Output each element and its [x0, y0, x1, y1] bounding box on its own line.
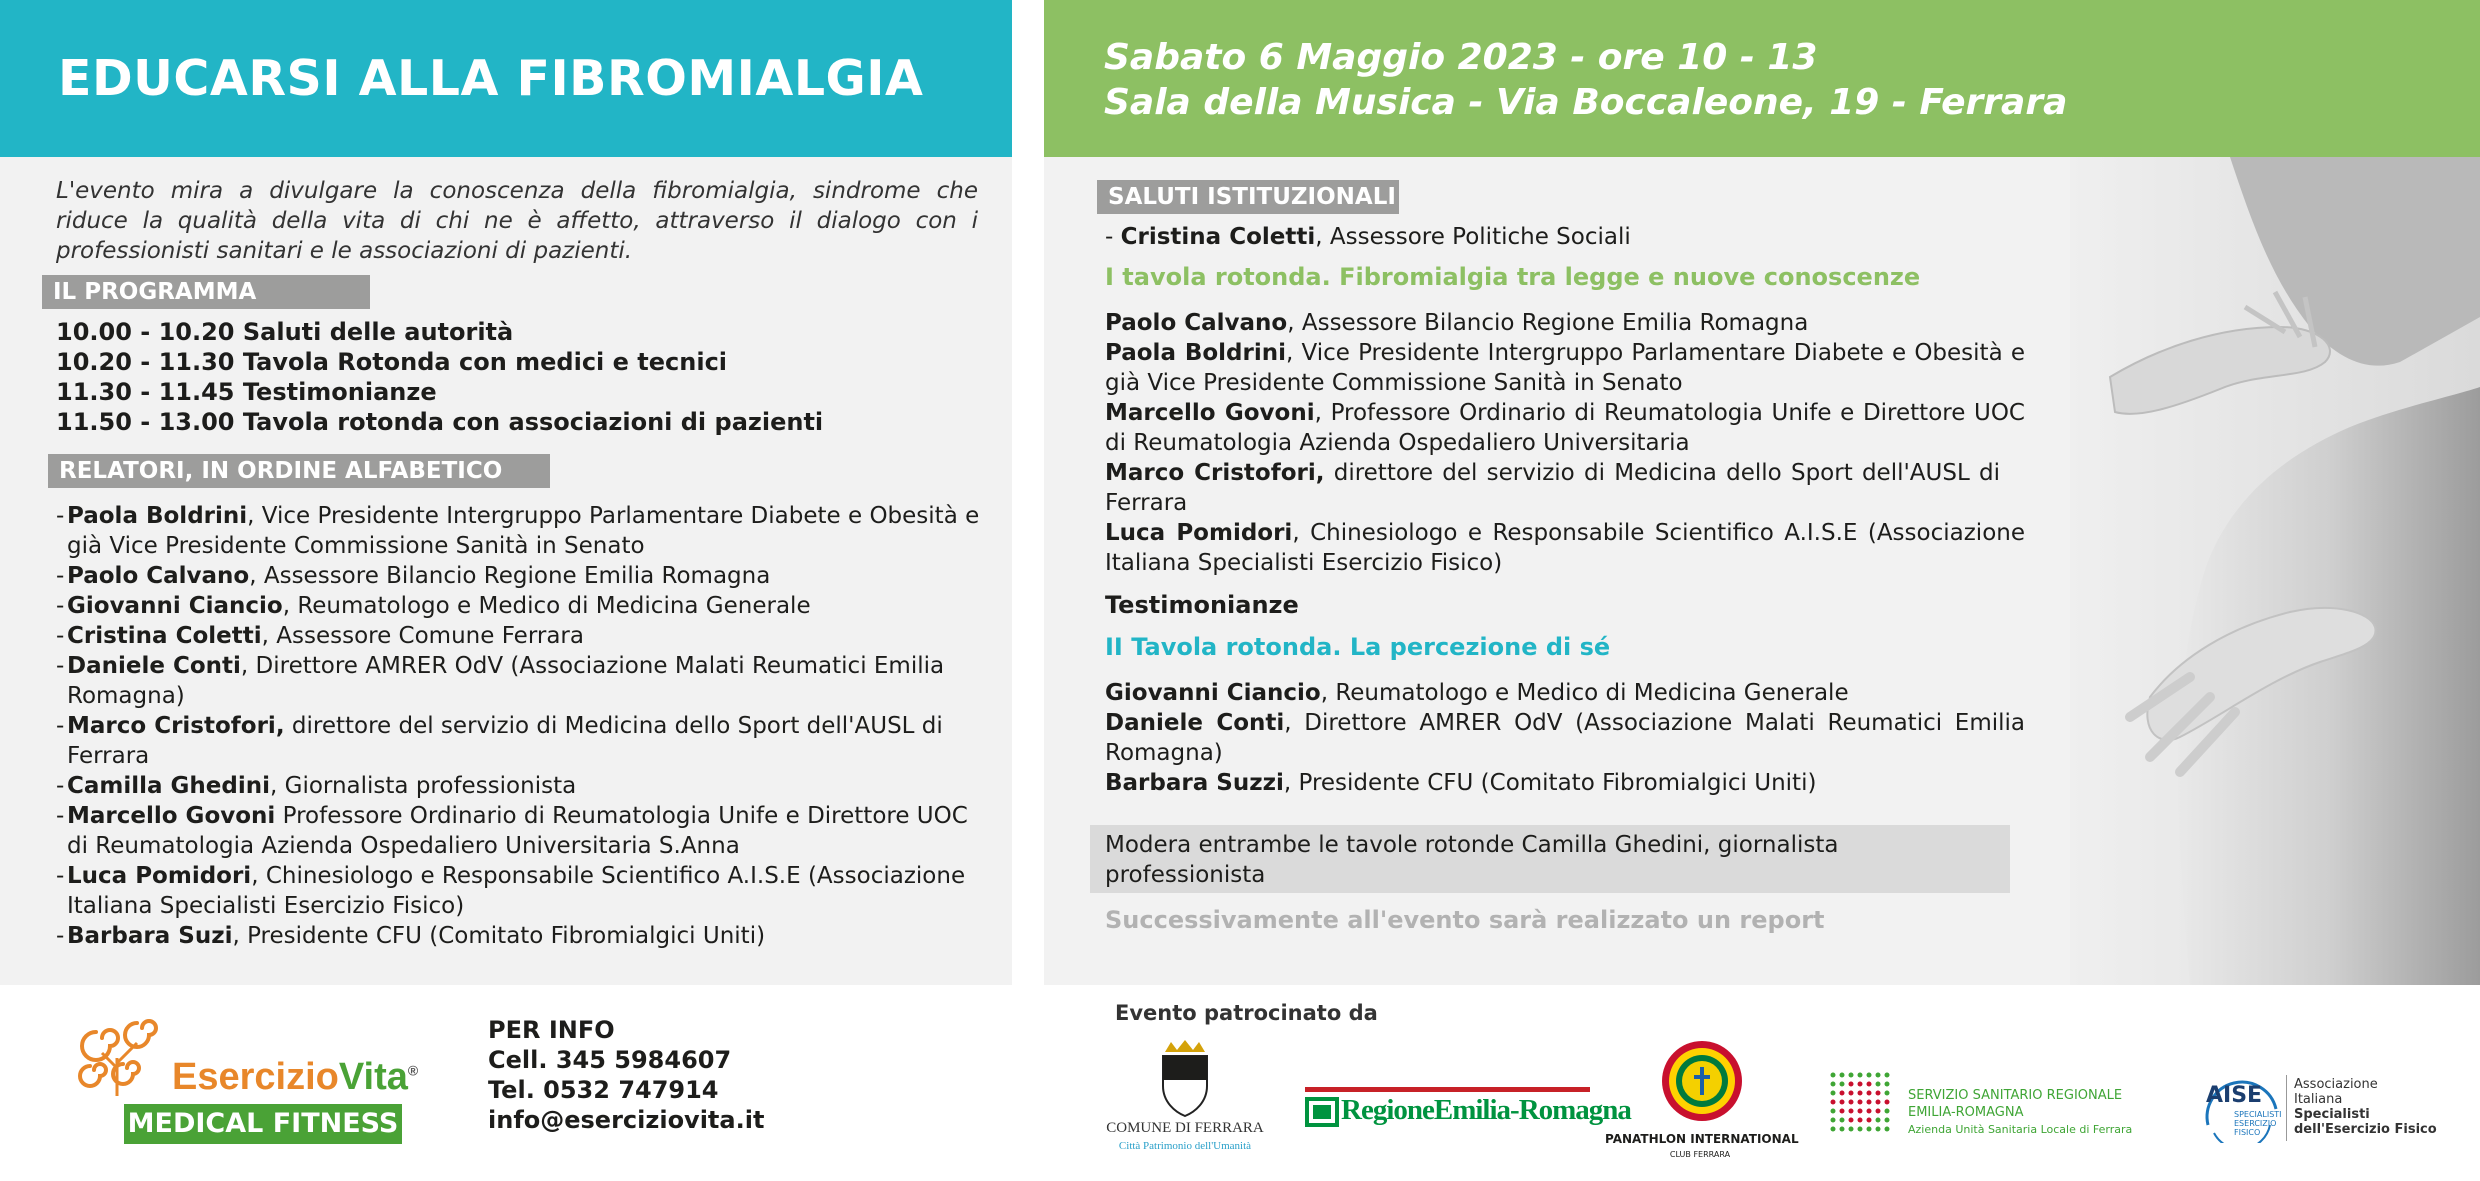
- speaker-role: , Assessore Politiche Sociali: [1315, 224, 1631, 250]
- aise-line1: Associazione: [2294, 1077, 2378, 1092]
- speaker-item: - Paola Boldrini, Vice Presidente Intergruppo Parlamentare Diabete e Obesità e già Vice Presidente Commissione Sanità in Senato: [56, 503, 980, 559]
- logo-subtitle: MEDICAL FITNESS: [124, 1104, 402, 1144]
- logo-wordmark: [172, 1056, 418, 1099]
- regione-red-bar: [1305, 1087, 1590, 1092]
- program-item: 10.20 - 11.30 Tavola Rotonda con medici e tecnici: [56, 348, 728, 376]
- email-link[interactable]: info@eserciziovita.it: [488, 1106, 765, 1134]
- speaker-name: Cristina Coletti: [1120, 224, 1316, 250]
- speaker-role: , Reumatologo e Medico di Medicina Generale: [282, 593, 811, 619]
- spiral-tree-icon: [72, 1008, 182, 1098]
- speaker-name: Marco Cristofori,: [1105, 460, 1325, 486]
- patronage-label: Evento patrocinato da: [1115, 1001, 1378, 1025]
- speaker-name: Cristina Coletti: [67, 623, 262, 649]
- speaker-name: Marco Cristofori,: [67, 713, 285, 739]
- regione-flag-icon: [1305, 1097, 1339, 1127]
- aise-small3: FISICO: [2234, 1128, 2261, 1137]
- logo-part2: Vita: [338, 1056, 408, 1098]
- round-table-2-speaker: [1105, 678, 2025, 708]
- speaker-item: - Marco Cristofori, direttore del servizio di Medicina dello Sport dell'AUSL di Ferrara: [56, 713, 943, 769]
- round-table-2-speaker: [1105, 708, 2025, 768]
- speaker-name: Barbara Suzi: [67, 923, 233, 949]
- saluti-label: SALUTI ISTITUZIONALI: [1097, 180, 1399, 214]
- phone-tel: Tel. 0532 747914: [488, 1076, 719, 1104]
- ferrara-crest-icon: [1155, 1040, 1215, 1118]
- speaker-role: , Direttore AMRER OdV (Associazione Malati Reumatici Emilia Romagna): [67, 653, 945, 709]
- right-header-band: [1044, 0, 2480, 157]
- event-date: Sabato 6 Maggio 2023 - ore 10 - 13: [1104, 37, 1818, 78]
- program-label: IL PROGRAMMA: [42, 275, 370, 309]
- event-venue: Sala della Musica - Via Boccaleone, 19 - Ferrara: [1104, 82, 2068, 123]
- speaker-name: Paola Boldrini: [1105, 340, 1286, 366]
- regione-name: RegioneEmilia-Romagna: [1341, 1094, 1631, 1126]
- speaker-role: , Presidente CFU (Comitato Fibromialgici Uniti): [1283, 770, 1817, 796]
- round-table-1-speaker: [1105, 518, 2025, 578]
- speaker-role: , Presidente CFU (Comitato Fibromialgici Uniti): [232, 923, 766, 949]
- ssr-line1: SERVIZIO SANITARIO REGIONALE: [1908, 1088, 2123, 1103]
- speaker-name: Luca Pomidori: [67, 863, 252, 889]
- round-table-1-speaker: [1105, 308, 2025, 338]
- speaker-item: - Giovanni Ciancio, Reumatologo e Medico di Medicina Generale: [56, 593, 811, 619]
- panathlon-logo: [1605, 1037, 1799, 1167]
- contact-info: [488, 1015, 764, 1135]
- speaker-name: Marcello Govoni: [67, 803, 276, 829]
- ssr-logo: [1828, 1068, 2158, 1138]
- program-item: 11.50 - 13.00 Tavola rotonda con associazioni di pazienti: [56, 408, 824, 436]
- shoulder-pain-photo: [2070, 157, 2480, 985]
- saluti-item: [1105, 222, 2025, 262]
- panathlon-name: PANATHLON INTERNATIONAL: [1605, 1132, 1799, 1146]
- program-details: [1105, 222, 2025, 798]
- speaker-name: Giovanni Ciancio: [67, 593, 283, 619]
- speaker-item: - Paolo Calvano, Assessore Bilancio Regione Emilia Romagna: [56, 563, 771, 589]
- comune-ferrara-logo: [1100, 1040, 1270, 1160]
- program-item: 11.30 - 11.45 Testimonianze: [56, 378, 437, 406]
- panathlon-emblem-icon: [1660, 1037, 1744, 1125]
- ferrara-name: COMUNE DI FERRARA: [1106, 1120, 1264, 1136]
- aise-divider: [2286, 1075, 2287, 1141]
- aise-small1: SPECIALISTI: [2234, 1110, 2282, 1119]
- round-table-1-speaker: [1105, 338, 2025, 398]
- aise-line3: Specialisti: [2294, 1107, 2370, 1122]
- logo-registered: ®: [407, 1062, 419, 1079]
- aise-logo: [2200, 1075, 2470, 1145]
- speaker-role: direttore del servizio di Medicina dello Sport dell'AUSL di Ferrara: [1105, 460, 2000, 516]
- speaker-role: , Assessore Comune Ferrara: [261, 623, 584, 649]
- round-table-2-speaker: [1105, 768, 2025, 798]
- speaker-role: , Assessore Bilancio Regione Emilia Romagna: [1287, 310, 1809, 336]
- regione-logo: [1305, 1087, 1631, 1132]
- speaker-item: - Barbara Suzi, Presidente CFU (Comitato Fibromialgici Uniti): [56, 923, 766, 949]
- speaker-role: , Vice Presidente Intergruppo Parlamentare Diabete e Obesità e già Vice Presidente Commissione Sanità in Senato: [67, 503, 980, 559]
- speaker-name: Luca Pomidori: [1105, 520, 1293, 546]
- testimonianze-heading: Testimonianze: [1105, 591, 1299, 619]
- aise-text: [2294, 1077, 2437, 1137]
- moderator-text: Modera entrambe le tavole rotonde Camilla Ghedini, giornalista professionista: [1105, 832, 1839, 888]
- speaker-role: , Professore Ordinario di Reumatologia Unife e Direttore UOC di Reumatologia Azienda Ospedaliero Universitaria: [1105, 400, 2025, 456]
- logo-part1: Esercizio: [172, 1056, 339, 1098]
- speaker-role: , Chinesiologo e Responsabile Scientifico A.I.S.E (Associazione Italiana Specialisti Esercizio Fisico): [1105, 520, 2025, 576]
- speaker-name: Marcello Govoni: [1105, 400, 1315, 426]
- aise-small-text: [2234, 1110, 2282, 1137]
- aise-acronym: AISE: [2206, 1083, 2263, 1108]
- ssr-line2: EMILIA-ROMAGNA: [1908, 1105, 2024, 1120]
- info-title: PER INFO: [488, 1016, 615, 1044]
- event-title: EDUCARSI ALLA FIBROMIALGIA: [58, 50, 924, 107]
- speaker-role: , Reumatologo e Medico di Medicina Generale: [1320, 680, 1849, 706]
- speaker-role: , Direttore AMRER OdV (Associazione Malati Reumatici Emilia Romagna): [1105, 710, 2025, 766]
- eserciziovita-logo: [72, 1008, 419, 1158]
- report-note: Successivamente all'evento sarà realizzato un report: [1105, 906, 1825, 934]
- speaker-role: , Giornalista professionista: [270, 773, 577, 799]
- speaker-name: Paolo Calvano: [67, 563, 250, 589]
- speaker-item: - Luca Pomidori, Chinesiologo e Responsabile Scientifico A.I.S.E (Associazione Italiana Specialisti Esercizio Fisico): [56, 863, 966, 919]
- speaker-role: , Assessore Bilancio Regione Emilia Romagna: [249, 563, 771, 589]
- speaker-name: Daniele Conti: [1105, 710, 1285, 736]
- round-table-1-speaker: [1105, 458, 2025, 518]
- ssr-line3: Azienda Unità Sanitaria Locale di Ferrara: [1908, 1123, 2133, 1136]
- speaker-role: Professore Ordinario di Reumatologia Unife e Direttore UOC di Reumatologia Azienda Ospedaliero Universitaria S.Anna: [67, 803, 968, 859]
- aise-line2: Italiana: [2294, 1092, 2343, 1107]
- speaker-name: Paolo Calvano: [1105, 310, 1288, 336]
- speaker-item: - Daniele Conti, Direttore AMRER OdV (Associazione Malati Reumatici Emilia Romagna): [56, 653, 945, 709]
- speakers-label: RELATORI, IN ORDINE ALFABETICO: [48, 454, 550, 488]
- speaker-item: - Camilla Ghedini, Giornalista professionista: [56, 773, 577, 799]
- speaker-name: Barbara Suzzi: [1105, 770, 1284, 796]
- speaker-role: , Vice Presidente Intergruppo Parlamentare Diabete e Obesità e già Vice Presidente Commissione Sanità in Senato: [1105, 340, 2025, 396]
- program-item: 10.00 - 10.20 Saluti delle autorità: [56, 318, 514, 346]
- round-table-2-title: II Tavola rotonda. La percezione di sé: [1105, 633, 1611, 661]
- round-table-1-title: I tavola rotonda. Fibromialgia tra legge e nuove conoscenze: [1105, 263, 1921, 291]
- speaker-role: direttore del servizio di Medicina dello Sport dell'AUSL di Ferrara: [67, 713, 943, 769]
- speaker-role: , Chinesiologo e Responsabile Scientifico A.I.S.E (Associazione Italiana Specialisti Esercizio Fisico): [67, 863, 966, 919]
- round-table-1-speaker: [1105, 398, 2025, 458]
- saluti-dash: -: [1105, 224, 1121, 250]
- ferrara-sub: Città Patrimonio dell'Umanità: [1118, 1140, 1252, 1152]
- panathlon-sub: CLUB FERRARA: [1669, 1150, 1731, 1159]
- speaker-name: Daniele Conti: [67, 653, 241, 679]
- phone-cell: Cell. 345 5984607: [488, 1046, 732, 1074]
- program-list: [56, 317, 823, 437]
- speaker-name: Giovanni Ciancio: [1105, 680, 1321, 706]
- woman-shoulder-image: [2070, 157, 2480, 985]
- event-intro: L'evento mira a divulgare la conoscenza della fibromialgia, sindrome che riduce la qualità della vita di chi ne è affetto, attraverso il dialogo con i professionisti sanitari e le associazioni di pazienti.: [56, 178, 978, 264]
- aise-small2: ESERCIZIO: [2234, 1119, 2277, 1128]
- speakers-list: [56, 501, 986, 951]
- speaker-name: Camilla Ghedini: [67, 773, 271, 799]
- speaker-item: - Marcello Govoni Professore Ordinario di Reumatologia Unife e Direttore UOC di Reumatologia Azienda Ospedaliero Universitaria S.Anna: [56, 803, 968, 859]
- aise-line4: dell'Esercizio Fisico: [2294, 1122, 2437, 1137]
- ssr-dot-grid-icon: [1828, 1070, 1898, 1134]
- speaker-item: - Cristina Coletti, Assessore Comune Ferrara: [56, 623, 584, 649]
- speaker-name: Paola Boldrini: [67, 503, 248, 529]
